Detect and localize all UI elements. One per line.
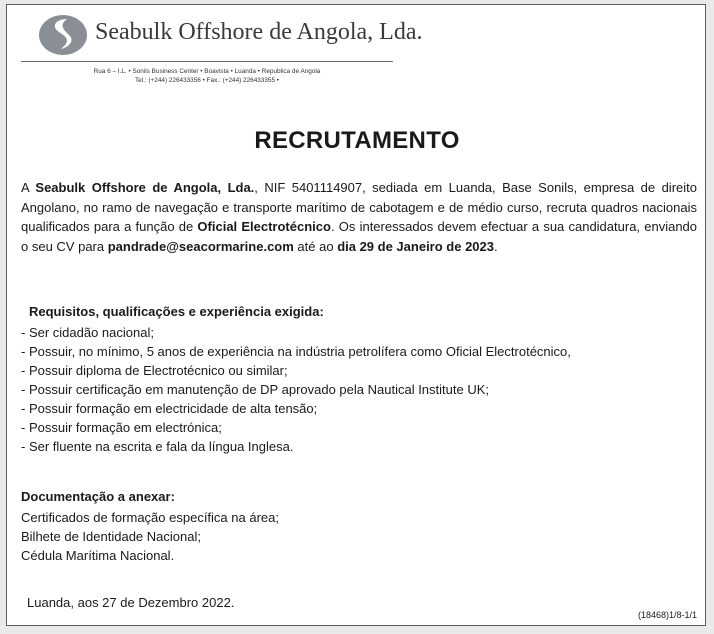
requirements-list — [21, 323, 571, 456]
place-date: Luanda, aos 27 de Dezembro 2022. — [27, 595, 235, 610]
list-item: Cédula Marítima Nacional. — [21, 548, 175, 563]
contact-line: Tel.: (+244) 226433356 • Fax.: (+244) 226433355 • — [134, 77, 280, 84]
intro-paragraph — [21, 178, 697, 256]
list-item: Bilhete de Identidade Nacional; — [21, 529, 201, 544]
list-item: - Ser fluente na escrita e fala da língua Inglesa. — [21, 439, 294, 454]
requirements-heading: Requisitos, qualificações e experiência exigida: — [29, 304, 324, 319]
intro-text: , NIF 5401114907, sediada em Luanda, Base Sonils, empresa de direito Angolano, no ramo de navegação e transporte marítimo de cabotagem e de médio curso, recruta quadros nacionais qualificados para a função de — [21, 180, 697, 234]
address-line: Rua 6 – I.L. • Sonils Business Center • Boavista • Luanda • Republica de Angola — [93, 68, 321, 75]
intro-text: . Os interessados devem efectuar a sua candidatura, enviando o seu CV para — [21, 219, 698, 254]
documentation-list — [21, 508, 279, 565]
intro-email: pandrade@seacormarine.com — [107, 238, 294, 254]
intro-text: . — [494, 238, 498, 254]
intro-role: Oficial Electrotécnico — [197, 219, 331, 234]
intro-deadline: dia 29 de Janeiro de 2023 — [337, 238, 494, 254]
reference-code: (18468)1/8-1/1 — [637, 610, 697, 620]
list-item: - Possuir certificação em manutenção de DP aprovado pela Nautical Institute UK; — [21, 382, 489, 397]
list-item: Certificados de formação específica na área; — [21, 510, 279, 525]
documentation-heading: Documentação a anexar: — [21, 489, 175, 504]
list-item: - Possuir formação em electrónica; — [21, 420, 222, 435]
intro-company: Seabulk Offshore de Angola, Lda. — [35, 180, 255, 195]
seabulk-logo-icon — [37, 13, 89, 57]
company-address — [21, 67, 393, 85]
list-item: - Possuir diploma de Electrotécnico ou similar; — [21, 363, 288, 378]
page-title: RECRUTAMENTO — [254, 127, 460, 154]
intro-text: A — [21, 180, 36, 195]
list-item: - Possuir formação em electricidade de alta tensão; — [21, 401, 318, 416]
list-item: - Possuir, no mínimo, 5 anos de experiência na indústria petrolífera como Oficial Electrotécnico, — [21, 344, 571, 359]
intro-text: até ao — [293, 238, 338, 254]
company-name: Seabulk Offshore de Angola, Lda. — [95, 19, 423, 45]
header-divider — [21, 61, 393, 62]
advertisement-page — [6, 4, 706, 626]
list-item: - Ser cidadão nacional; — [21, 325, 154, 340]
